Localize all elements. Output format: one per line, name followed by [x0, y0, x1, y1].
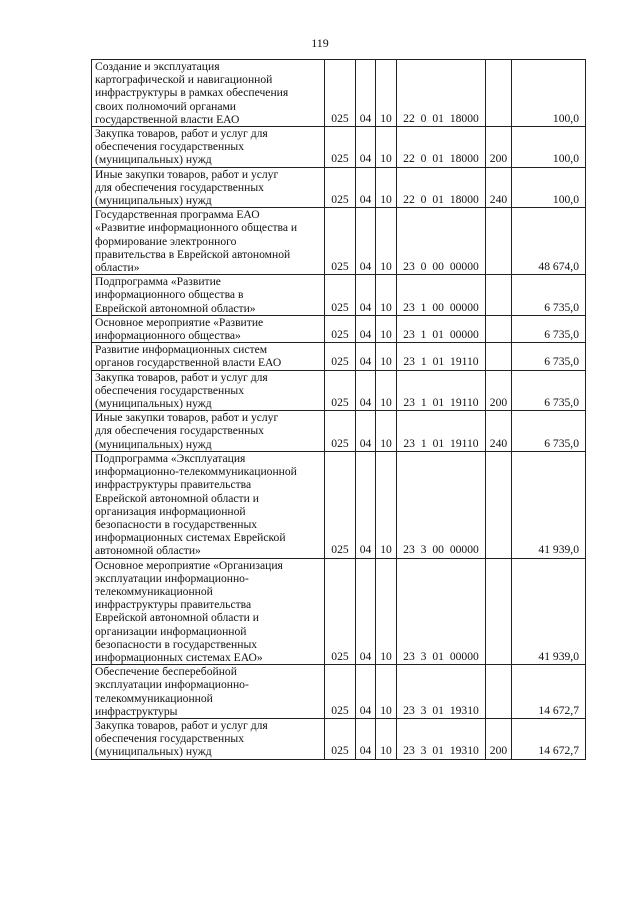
ministry-code: 025 [325, 208, 356, 275]
expense-name-line: Основное мероприятие «Организация [95, 558, 283, 572]
target-article-code: 23 1 01 19110 [397, 343, 486, 370]
expense-name-line: обеспечения государственных [95, 140, 245, 154]
expense-name-line: органов государственной власти ЕАО [95, 356, 282, 370]
table-row [92, 370, 586, 411]
section-code: 04 [356, 665, 376, 719]
target-article-code: 23 3 01 19310 [397, 665, 486, 719]
target-article-code: 23 3 01 00000 [397, 558, 486, 665]
expense-name-line: Государственная программа ЕАО [95, 208, 260, 222]
expense-name-line: обеспечения государственных [95, 383, 245, 397]
ministry-code: 025 [325, 167, 356, 208]
expense-type-code [486, 315, 512, 342]
table-row [92, 558, 586, 665]
subsection-code: 10 [376, 343, 397, 370]
expense-name-line: Иные закупки товаров, работ и услуг [95, 411, 279, 425]
expense-name-line: Еврейской автономной области и [95, 491, 259, 505]
target-article-code: 22 0 01 18000 [397, 60, 486, 127]
expense-name-line: формирование электронного [95, 234, 237, 248]
ministry-code: 025 [325, 127, 356, 168]
expense-type-code [486, 343, 512, 370]
expense-name-line: инфраструктуры [95, 704, 178, 718]
section-code: 04 [356, 275, 376, 316]
expense-name-line: безопасности в государственных [95, 637, 258, 651]
subsection-code: 10 [376, 718, 397, 759]
ministry-code: 025 [325, 411, 356, 452]
ministry-code: 025 [325, 315, 356, 342]
expense-name-line: Развитие информационных систем [95, 343, 268, 357]
ministry-code: 025 [325, 275, 356, 316]
target-article-code: 23 3 01 19310 [397, 718, 486, 759]
expense-name-line: Закупка товаров, работ и услуг для [95, 127, 268, 141]
expense-name-line: обеспечения государственных [95, 732, 245, 746]
table-row [92, 208, 586, 275]
target-article-code: 23 1 01 19110 [397, 370, 486, 411]
expense-name-line: информационных системах ЕАО» [95, 650, 263, 664]
section-code: 04 [356, 208, 376, 275]
table-row [92, 718, 586, 759]
expense-name [92, 718, 325, 759]
section-code: 04 [356, 411, 376, 452]
expense-type-code: 240 [486, 167, 512, 208]
budget-table-body [92, 60, 586, 760]
expense-name-line: телекоммуникационной [95, 584, 213, 598]
expense-name-line: инфраструктуры в рамках обеспечения [95, 86, 289, 100]
expense-type-code [486, 60, 512, 127]
table-row [92, 127, 586, 168]
table-row [92, 315, 586, 342]
subsection-code: 10 [376, 370, 397, 411]
expense-type-code [486, 558, 512, 665]
expense-name-line: автономной области» [95, 544, 201, 558]
expense-name-line: эксплуатации информационно- [95, 678, 249, 692]
amount-value: 14 672,7 [512, 665, 586, 719]
subsection-code: 10 [376, 167, 397, 208]
amount-value: 100,0 [512, 127, 586, 168]
expense-name [92, 315, 325, 342]
ministry-code: 025 [325, 558, 356, 665]
expense-type-code: 240 [486, 411, 512, 452]
expense-type-code [486, 275, 512, 316]
subsection-code: 10 [376, 665, 397, 719]
expense-name [92, 275, 325, 316]
table-row [92, 167, 586, 208]
budget-table [91, 59, 586, 760]
expense-name-line: правительства в Еврейской автономной [95, 247, 291, 261]
amount-value: 14 672,7 [512, 718, 586, 759]
ministry-code: 025 [325, 343, 356, 370]
expense-name-line: (муниципальных) нужд [95, 437, 212, 451]
amount-value: 6 735,0 [512, 370, 586, 411]
expense-name-line: информационного общества в [95, 288, 244, 302]
expense-name-line: информационного общества» [95, 329, 241, 343]
amount-value: 6 735,0 [512, 343, 586, 370]
expense-name-line: Закупка товаров, работ и услуг для [95, 718, 268, 732]
section-code: 04 [356, 370, 376, 411]
section-code: 04 [356, 315, 376, 342]
expense-name-line: (муниципальных) нужд [95, 194, 212, 208]
expense-name-line: инфраструктуры правительства [95, 598, 252, 612]
expense-name-line: картографической и навигационной [95, 73, 273, 87]
ministry-code: 025 [325, 370, 356, 411]
target-article-code: 23 1 00 00000 [397, 275, 486, 316]
expense-name-line: телекоммуникационной [95, 691, 213, 705]
expense-name [92, 127, 325, 168]
subsection-code: 10 [376, 60, 397, 127]
amount-value: 41 939,0 [512, 451, 586, 558]
target-article-code: 22 0 01 18000 [397, 127, 486, 168]
expense-name-line: (муниципальных) нужд [95, 153, 212, 167]
subsection-code: 10 [376, 275, 397, 316]
expense-name-line: организация информационной [95, 504, 246, 518]
expense-name [92, 208, 325, 275]
expense-name-line: (муниципальных) нужд [95, 745, 212, 759]
expense-name-line: Закупка товаров, работ и услуг для [95, 370, 268, 384]
expense-name-line: Еврейской автономной области» [95, 301, 256, 315]
expense-name-line: организации информационной [95, 624, 247, 638]
expense-type-code: 200 [486, 718, 512, 759]
expense-name-line: «Развитие информационного общества и [95, 221, 298, 235]
ministry-code: 025 [325, 665, 356, 719]
expense-type-code [486, 208, 512, 275]
target-article-code: 22 0 01 18000 [397, 167, 486, 208]
expense-name-line: Создание и эксплуатация [95, 60, 220, 73]
section-code: 04 [356, 60, 376, 127]
subsection-code: 10 [376, 451, 397, 558]
amount-value: 41 939,0 [512, 558, 586, 665]
section-code: 04 [356, 451, 376, 558]
subsection-code: 10 [376, 315, 397, 342]
expense-name [92, 665, 325, 719]
target-article-code: 23 0 00 00000 [397, 208, 486, 275]
expense-name-line: информационно-телекоммуникационной [95, 465, 297, 479]
expense-name [92, 167, 325, 208]
section-code: 04 [356, 343, 376, 370]
table-row [92, 665, 586, 719]
expense-name-line: государственной власти ЕАО [95, 112, 240, 126]
table-row [92, 343, 586, 370]
expense-name [92, 343, 325, 370]
expense-name [92, 370, 325, 411]
expense-name-line: (муниципальных) нужд [95, 397, 212, 411]
target-article-code: 23 3 00 00000 [397, 451, 486, 558]
expense-name-line: для обеспечения государственных [95, 424, 264, 438]
expense-name-line: информационных системах Еврейской [95, 531, 286, 545]
target-article-code: 23 1 01 19110 [397, 411, 486, 452]
expense-name-line: инфраструктуры правительства [95, 478, 252, 492]
amount-value: 48 674,0 [512, 208, 586, 275]
table-row [92, 411, 586, 452]
expense-name-line: Иные закупки товаров, работ и услуг [95, 167, 279, 181]
expense-name [92, 558, 325, 665]
section-code: 04 [356, 167, 376, 208]
table-row [92, 60, 586, 127]
expense-type-code: 200 [486, 127, 512, 168]
ministry-code: 025 [325, 718, 356, 759]
expense-name [92, 60, 325, 127]
expense-name-line: Основное мероприятие «Развитие [95, 315, 264, 329]
expense-name-line: Еврейской автономной области и [95, 611, 259, 625]
expense-name [92, 411, 325, 452]
expense-type-code: 200 [486, 370, 512, 411]
section-code: 04 [356, 718, 376, 759]
subsection-code: 10 [376, 208, 397, 275]
expense-name-line: безопасности в государственных [95, 517, 258, 531]
expense-name-line: Подпрограмма «Эксплуатация [95, 451, 246, 465]
section-code: 04 [356, 127, 376, 168]
table-row [92, 275, 586, 316]
subsection-code: 10 [376, 558, 397, 665]
amount-value: 6 735,0 [512, 315, 586, 342]
expense-name-line: области» [95, 261, 140, 275]
expense-name-line: для обеспечения государственных [95, 180, 264, 194]
expense-name-line: Обеспечение бесперебойной [95, 665, 237, 679]
expense-name-line: своих полномочий органами [95, 99, 237, 113]
page-number: 119 [311, 36, 329, 50]
amount-value: 6 735,0 [512, 275, 586, 316]
expense-name [92, 451, 325, 558]
amount-value: 100,0 [512, 60, 586, 127]
target-article-code: 23 1 01 00000 [397, 315, 486, 342]
amount-value: 6 735,0 [512, 411, 586, 452]
expense-type-code [486, 451, 512, 558]
table-row [92, 451, 586, 558]
subsection-code: 10 [376, 127, 397, 168]
ministry-code: 025 [325, 451, 356, 558]
expense-name-line: Подпрограмма «Развитие [95, 275, 221, 289]
section-code: 04 [356, 558, 376, 665]
subsection-code: 10 [376, 411, 397, 452]
amount-value: 100,0 [512, 167, 586, 208]
expense-type-code [486, 665, 512, 719]
expense-name-line: эксплуатации информационно- [95, 571, 249, 585]
ministry-code: 025 [325, 60, 356, 127]
